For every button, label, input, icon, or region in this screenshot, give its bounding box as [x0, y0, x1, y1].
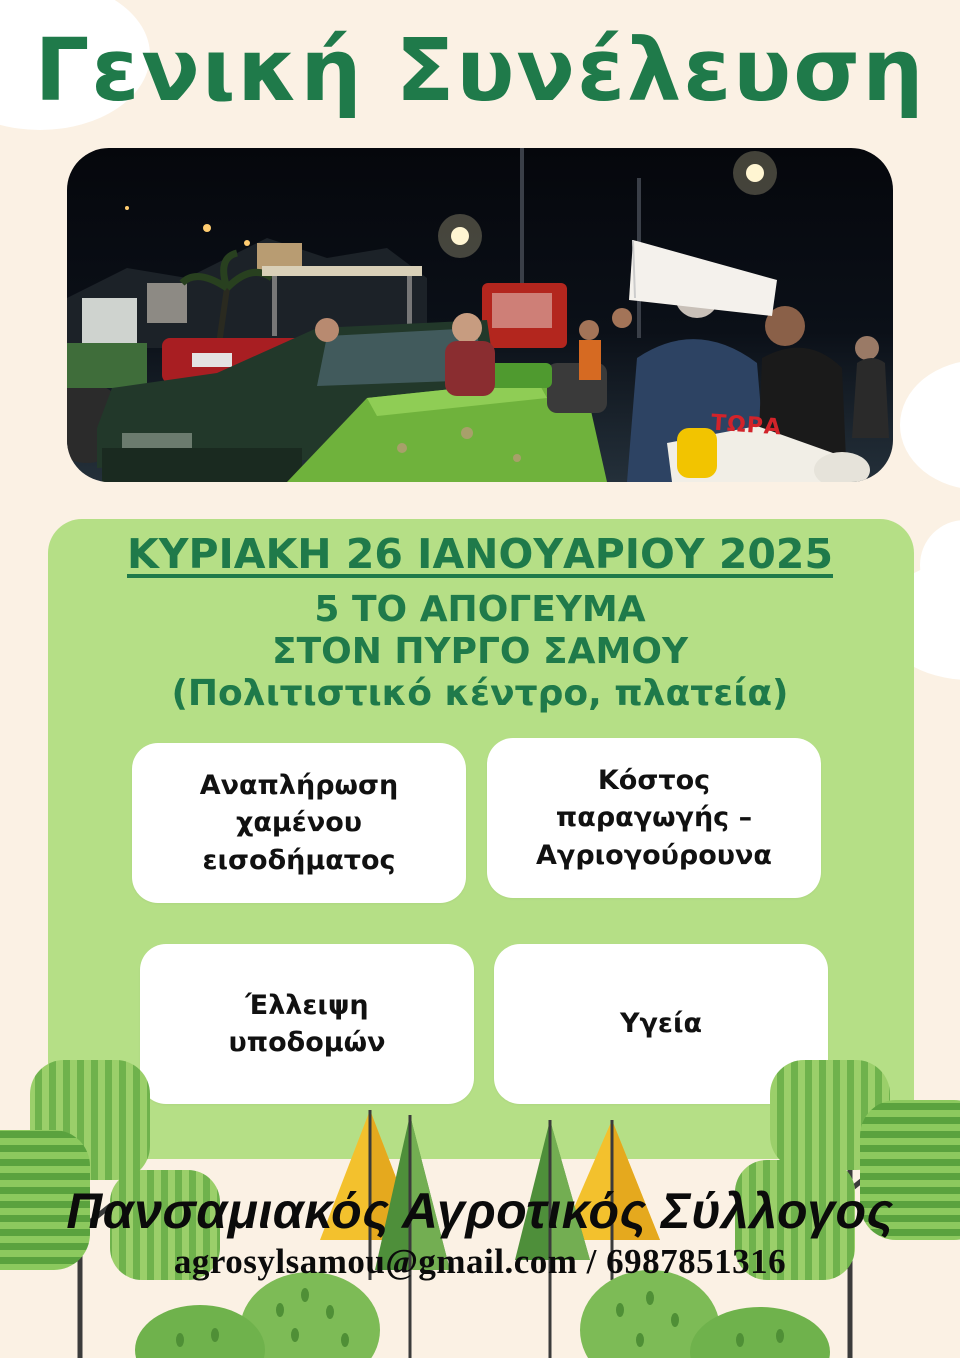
topic-card-income: [132, 743, 466, 903]
topic-label: Υγεία: [619, 1008, 703, 1040]
contact-info: agrosylsamou@gmail.com / 6987851316: [173, 1242, 787, 1281]
topic-label: Κόστος παραγωγής – Αγριογούρουνα: [536, 765, 772, 871]
cloud-decoration: [900, 360, 960, 490]
banner-text: ΤΩΡΑ: [710, 410, 783, 441]
page-title: Γενική Συνέλευση: [34, 21, 926, 121]
organization-name: Πανσαμιακός Αγροτικός Σύλλογος: [66, 1183, 894, 1239]
event-date: ΚΥΡΙΑΚΗ 26 ΙΑΝΟΥΑΡΙΟΥ 2025: [127, 530, 833, 578]
protest-photo: [67, 148, 893, 482]
topic-label: Αναπλήρωση χαμένου εισοδήματος: [199, 770, 399, 876]
event-venue: (Πολιτιστικό κέντρο, πλατεία): [171, 673, 789, 714]
event-place: ΣΤΟΝ ΠΥΡΓΟ ΣΑΜΟΥ: [271, 631, 689, 672]
topic-card-production-cost: [487, 738, 821, 898]
event-time: 5 ΤΟ ΑΠΟΓΕΥΜΑ: [314, 589, 646, 630]
topic-label: Έλλειψη υποδομών: [228, 989, 386, 1058]
